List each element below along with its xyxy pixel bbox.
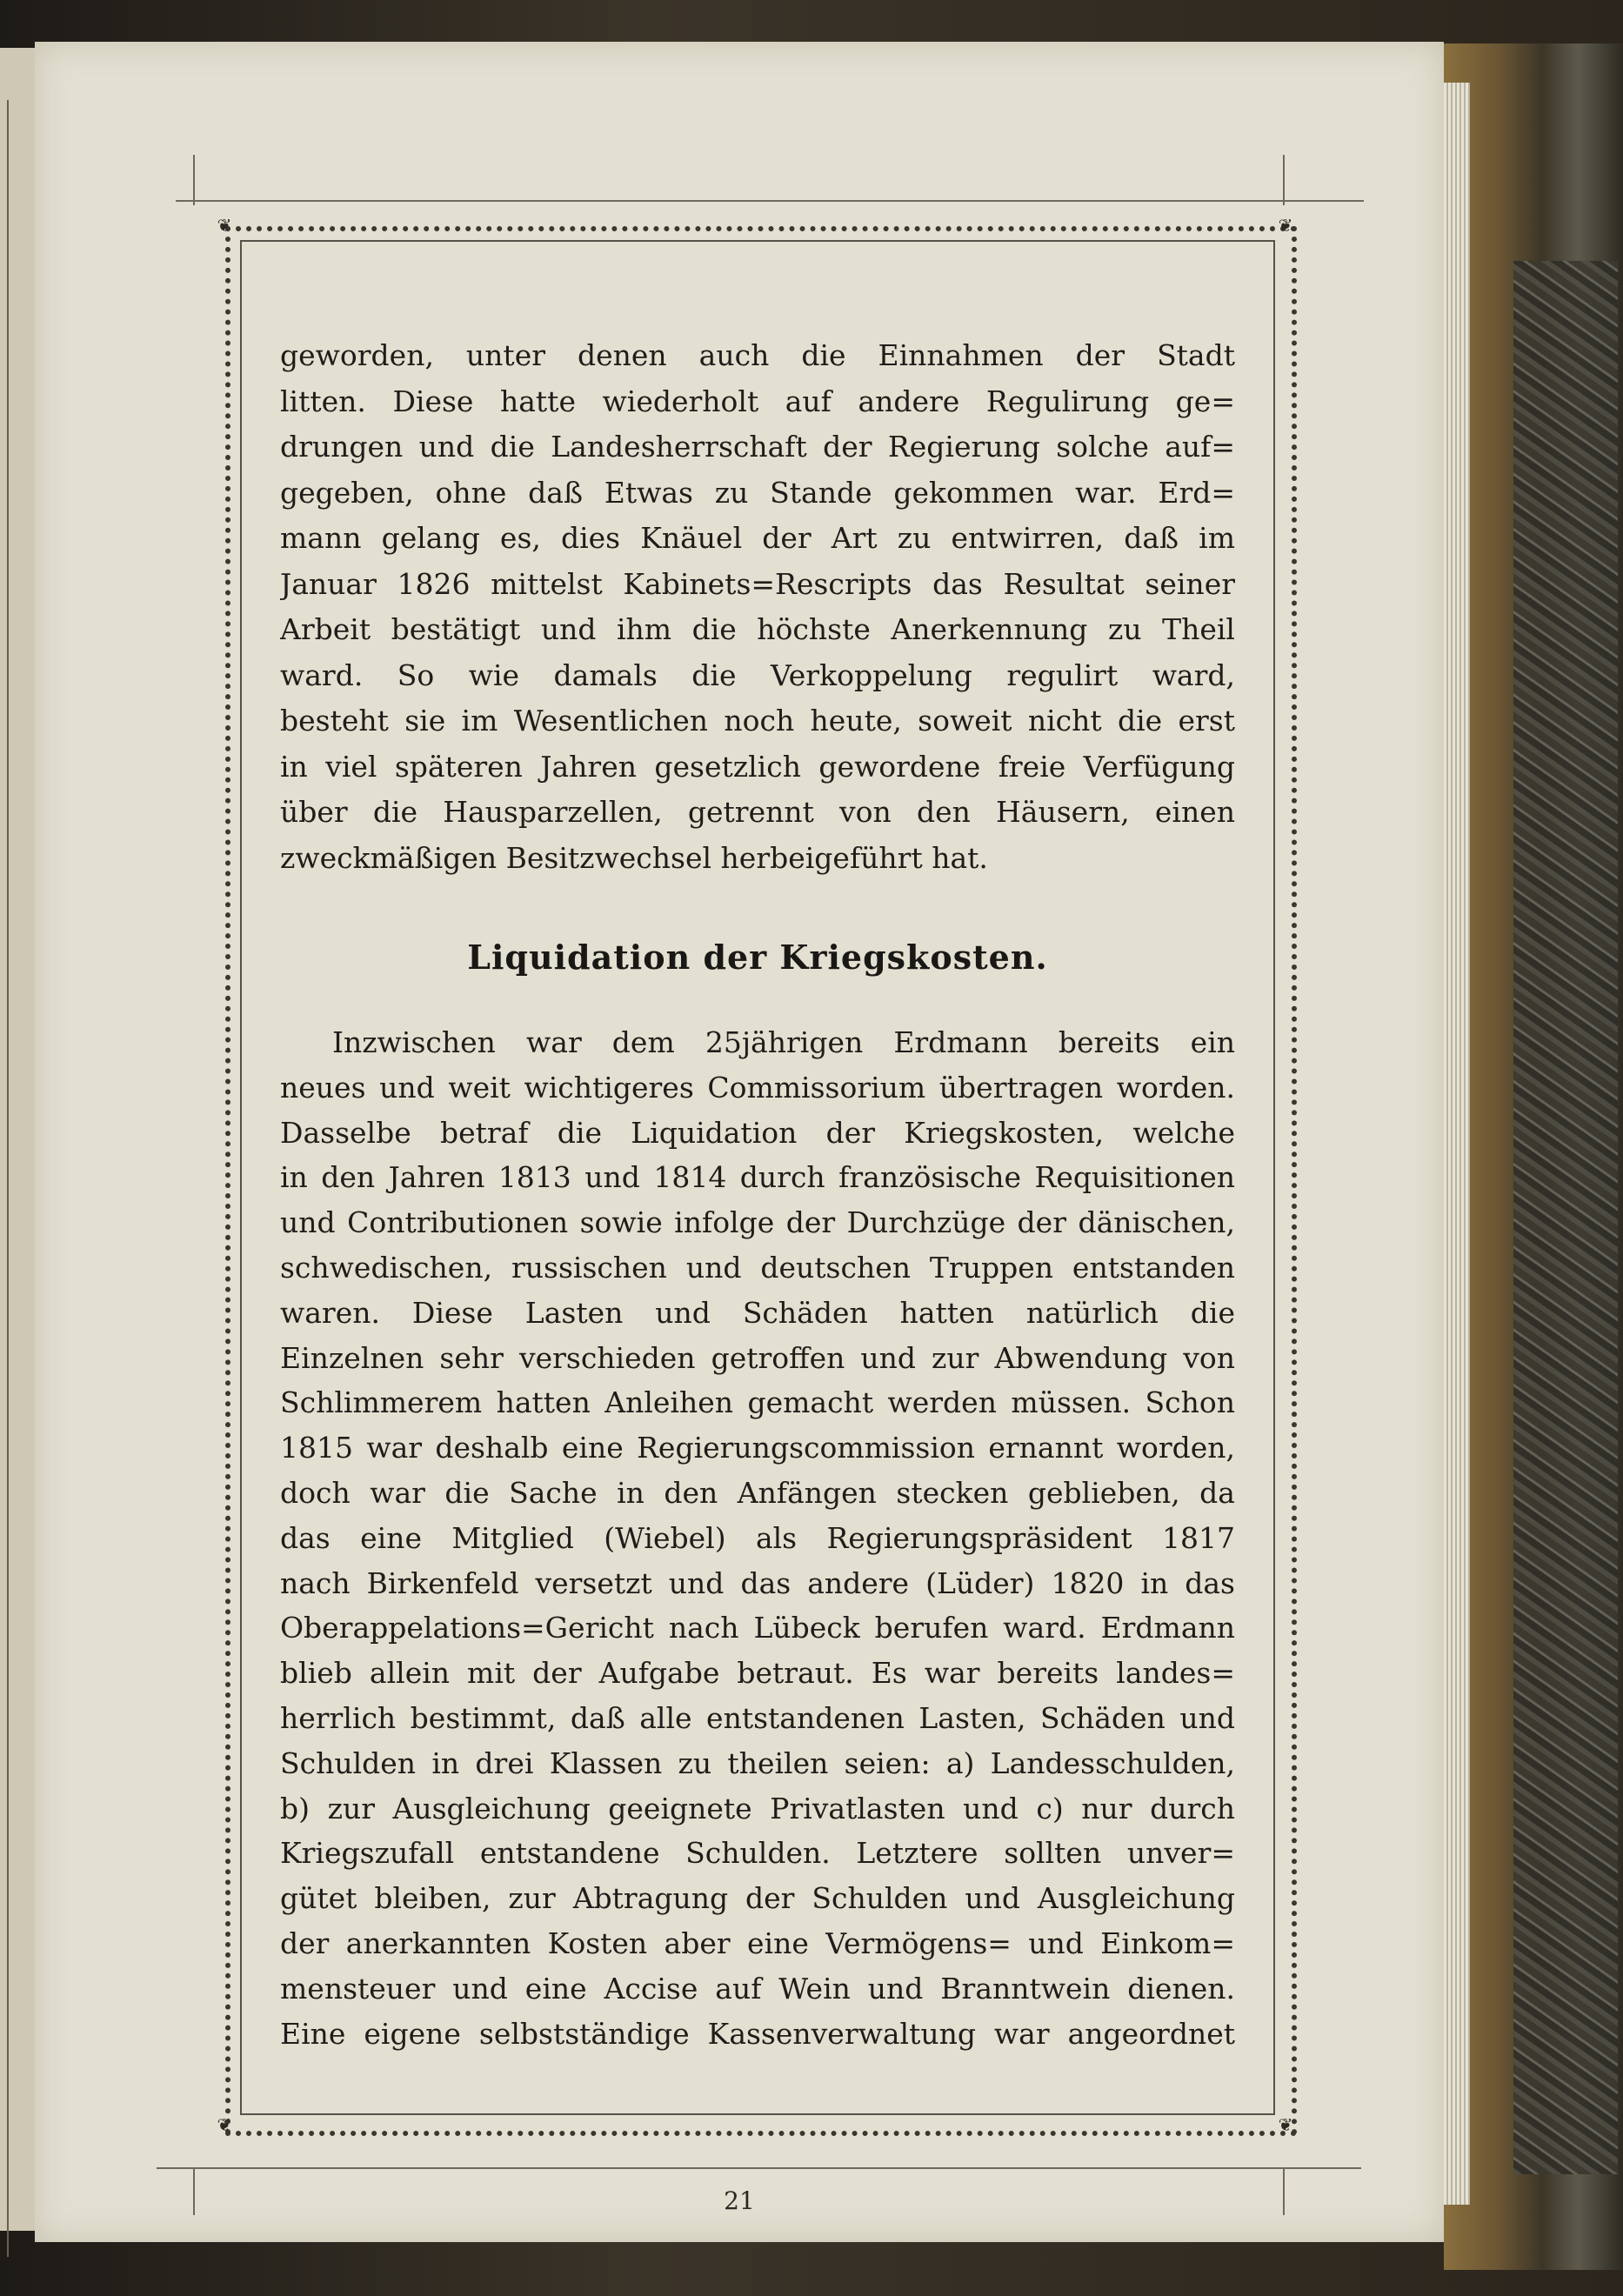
- text-line: nach Birkenfeld versetzt und das andere (Lüder) 1820 in das: [280, 1565, 1235, 1600]
- ornament-corner-icon: ❦: [217, 2114, 232, 2135]
- text-line: schwedischen, russischen und deutschen Truppen entstanden: [280, 1250, 1235, 1285]
- text-line: gütet bleiben, zur Abtragung der Schulden und Ausgleichung: [280, 1881, 1235, 1916]
- text-line: über die Hausparzellen, getrennt von den Häusern, einen: [280, 795, 1235, 829]
- text-line: mann gelang es, dies Knäuel der Art zu entwirren, daß im: [280, 521, 1235, 555]
- text-line: 1815 war deshalb eine Regierungscommission ernannt worden,: [280, 1431, 1235, 1465]
- text-line: Einzelnen sehr verschieden getroffen und zur Abwendung von: [280, 1340, 1235, 1375]
- section-heading: Liquidation der Kriegskosten.: [467, 938, 1048, 977]
- text-line: herrlich bestimmt, daß alle entstandenen Lasten, Schäden und: [280, 1700, 1235, 1735]
- top-rule: [176, 200, 1364, 202]
- text-line: zweckmäßigen Besitzwechsel herbeigeführt hat.: [280, 840, 988, 875]
- paragraph-2: [280, 1020, 1235, 2056]
- text-line: blieb allein mit der Aufgabe betraut. Es war bereits landes=: [280, 1656, 1235, 1691]
- top-right-tick: [1283, 155, 1285, 205]
- bottom-rule: [157, 2167, 1361, 2169]
- paragraph-1: [280, 333, 1235, 881]
- text-line: Januar 1826 mittelst Kabinets=Rescripts das Resultat seiner: [280, 566, 1235, 601]
- text-line: mensteuer und eine Accise auf Wein und Branntwein dienen.: [280, 1971, 1235, 2006]
- text-line: b) zur Ausgleichung geeignete Privatlasten und c) nur durch: [280, 1791, 1235, 1825]
- text-line: drungen und die Landesherrschaft der Regierung solche auf=: [280, 430, 1235, 464]
- text-line: ward. So wie damals die Verkoppelung regulirt ward,: [280, 657, 1235, 692]
- text-line: Inzwischen war dem 25jährigen Erdmann bereits ein: [332, 1025, 1235, 1059]
- text-line: Arbeit bestätigt und ihm die höchste Anerkennung zu Theil: [280, 612, 1235, 646]
- text-line: waren. Diese Lasten und Schäden hatten natürlich die: [280, 1295, 1235, 1330]
- text-line: neues und weit wichtigeres Commissorium übertragen worden.: [280, 1070, 1235, 1105]
- text-line: besteht sie im Wesentlichen noch heute, soweit nicht die erst: [280, 704, 1235, 738]
- text-line: Kriegszufall entstandene Schulden. Letztere sollten unver=: [280, 1836, 1235, 1871]
- ornament-corner-icon: ❦: [1278, 2114, 1293, 2135]
- text-line: und Contributionen sowie infolge der Durchzüge der dänischen,: [280, 1205, 1235, 1240]
- ornament-corner-icon: ❦: [217, 215, 232, 236]
- text-line: Schlimmerem hatten Anleihen gemacht werden müssen. Schon: [280, 1385, 1235, 1420]
- text-line: litten. Diese hatte wiederholt auf andere Regulirung ge=: [280, 384, 1235, 418]
- text-line: gegeben, ohne daß Etwas zu Stande gekommen war. Erd=: [280, 475, 1235, 510]
- text-line: in viel späteren Jahren gesetzlich gewordene freie Verfügung: [280, 749, 1235, 784]
- text-line: Schulden in drei Klassen zu theilen seien: a) Landesschulden,: [280, 1745, 1235, 1780]
- top-left-tick: [193, 155, 195, 205]
- text-line: das eine Mitglied (Wiebel) als Regierungspräsident 1817: [280, 1520, 1235, 1555]
- text-line: in den Jahren 1813 und 1814 durch französische Requisitionen: [280, 1160, 1235, 1195]
- text-line: Oberappelations=Gericht nach Lübeck berufen ward. Erdmann: [280, 1611, 1235, 1645]
- text-line: geworden, unter denen auch die Einnahmen der Stadt: [280, 338, 1235, 372]
- marbled-cover: [1513, 261, 1618, 2174]
- left-page-edge: [0, 48, 37, 2231]
- text-line: der anerkannten Kosten aber eine Vermögens= und Einkom=: [280, 1926, 1235, 1960]
- page-number: 21: [724, 2186, 755, 2215]
- text-line: Eine eigene selbstständige Kassenverwaltung war angeordnet: [280, 2016, 1235, 2051]
- book-page: [35, 42, 1444, 2242]
- text-line: doch war die Sache in den Anfängen stecken geblieben, da: [280, 1475, 1235, 1510]
- ornament-corner-icon: ❦: [1278, 215, 1293, 236]
- text-line: Dasselbe betraf die Liquidation der Kriegskosten, welche: [280, 1115, 1235, 1150]
